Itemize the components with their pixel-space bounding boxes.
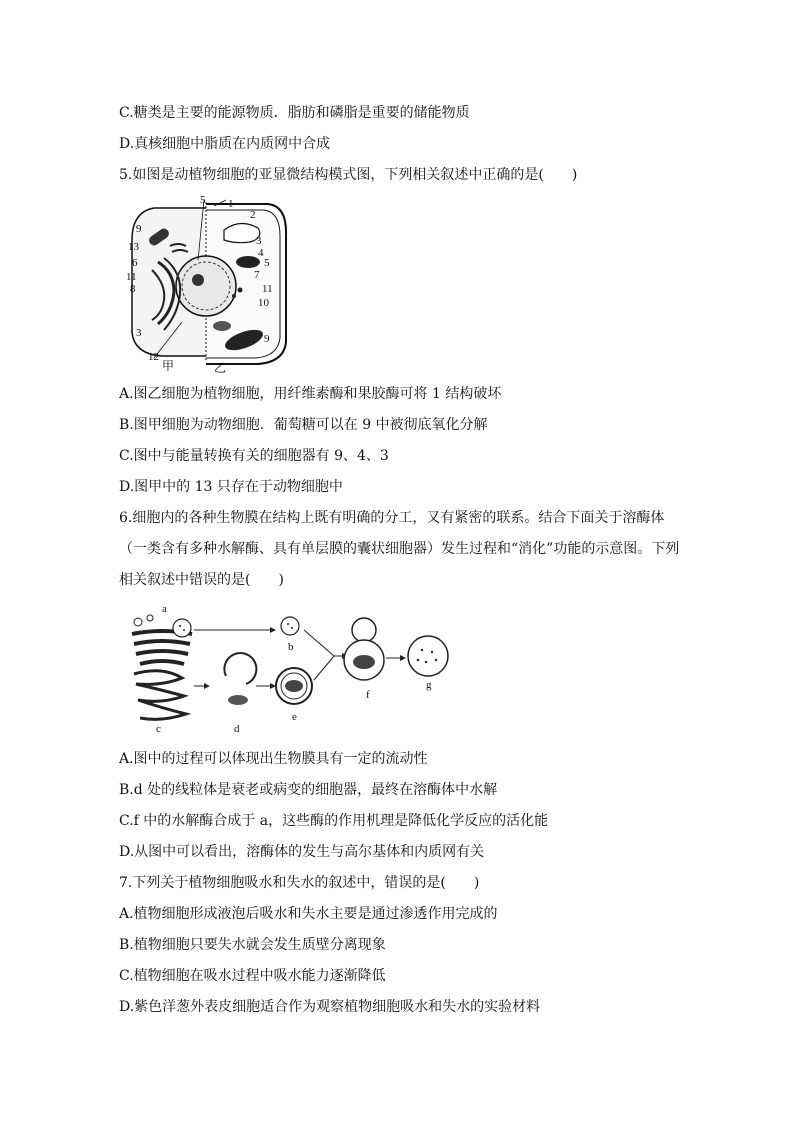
fig2-label-b: b	[288, 641, 294, 653]
question-6-line1: 6.细胞内的各种生物膜在结构上既有明确的分工，又有紧密的联系。结合下面关于溶酶体	[119, 510, 665, 526]
question-6-line3: 相关叙述中错误的是( )	[119, 572, 284, 588]
fig1-label-yi: 乙	[214, 361, 227, 374]
option-4d: D.真核细胞中脂质在内质网中合成	[119, 136, 331, 152]
fig2-label-c: c	[156, 723, 161, 735]
option-6b: B.d 处的线粒体是衰老或病变的细胞器，最终在溶酶体中水解	[119, 782, 498, 798]
fig1-label-7: 7	[254, 269, 260, 281]
fig2-label-a: a	[162, 603, 167, 615]
fig1-label-11: 11	[126, 271, 137, 283]
question-7: 7.下列关于植物细胞吸水和失水的叙述中，错误的是( )	[119, 875, 480, 891]
fig2-label-g: g	[426, 679, 432, 691]
mitochondrion-d	[228, 695, 248, 705]
endoplasmic-reticulum	[134, 671, 186, 720]
fig1-label-6: 6	[132, 257, 138, 269]
lysosome-f-bud	[352, 618, 376, 642]
option-7a: A.植物细胞形成液泡后吸水和失水主要是通过渗透作用完成的	[119, 906, 498, 922]
fig2-label-d: d	[234, 723, 240, 735]
fig1-label-5: 5	[264, 257, 270, 269]
fig1-label-2: 2	[250, 209, 256, 221]
option-7b: B.植物细胞只要失水就会发生质壁分离现象	[119, 937, 386, 953]
fig1-label-13: 13	[128, 241, 139, 253]
option-6a: A.图中的过程可以体现出生物膜具有一定的流动性	[119, 751, 428, 767]
option-5c: C.图中与能量转换有关的细胞器有 9、4、3	[119, 448, 389, 464]
membrane-d	[224, 653, 256, 684]
nucleus	[176, 256, 236, 316]
nucleolus	[192, 274, 204, 286]
fig1-label-1: 1	[228, 198, 234, 210]
option-5b: B.图甲细胞为动物细胞．葡萄糖可以在 9 中被彻底氧化分解	[119, 417, 488, 433]
lysosome-figure	[122, 600, 452, 740]
fig1-label-9: 9	[136, 223, 142, 235]
option-7d: D.紫色洋葱外表皮细胞适合作为观察植物细胞吸水和失水的实验材料	[119, 999, 541, 1015]
option-7c: C.植物细胞在吸水过程中吸水能力逐渐降低	[119, 968, 386, 984]
vacuole	[224, 223, 260, 242]
fig1-label-jia: 甲	[162, 359, 175, 373]
option-6c: C.f 中的水解酶合成于 a，这些酶的作用机理是降低化学反应的活化能	[119, 813, 549, 829]
question-6-line2: （一类含有多种水解酶、具有单层膜的囊状细胞器）发生过程和“消化”功能的示意图。下列	[119, 541, 680, 557]
fig2-label-e: e	[292, 711, 297, 723]
fig1-label-8: 8	[130, 283, 136, 295]
question-5: 5.如图是动植物细胞的亚显微结构模式图，下列相关叙述中正确的是( )	[119, 167, 578, 183]
fig1-label-9r: 9	[264, 333, 270, 345]
fig1-label-12: 12	[148, 351, 159, 363]
fig1-label-3: 3	[136, 327, 142, 339]
option-5a: A.图乙细胞为植物细胞，用纤维素酶和果胶酶可将 1 结构破坏	[119, 386, 502, 402]
chloroplast	[236, 256, 260, 268]
fig1-label-3r: 3	[256, 235, 262, 247]
golgi-apparatus	[132, 615, 192, 664]
fig1-label-4: 4	[258, 247, 264, 259]
fig1-label-10: 10	[258, 297, 269, 309]
fig1-label-5-top: 5	[200, 194, 206, 206]
lysosome-g	[408, 636, 448, 676]
fig2-label-f: f	[366, 689, 370, 701]
cell-structure-figure	[118, 192, 294, 374]
fig1-label-11r: 11	[262, 283, 273, 295]
option-6d: D.从图中可以看出，溶酶体的发生与高尔基体和内质网有关	[119, 844, 485, 860]
lysosome-b	[281, 617, 299, 635]
option-4c: C.糖类是主要的能源物质．脂肪和磷脂是重要的储能物质	[119, 105, 470, 121]
option-5d: D.图甲中的 13 只存在于动物细胞中	[119, 479, 343, 495]
